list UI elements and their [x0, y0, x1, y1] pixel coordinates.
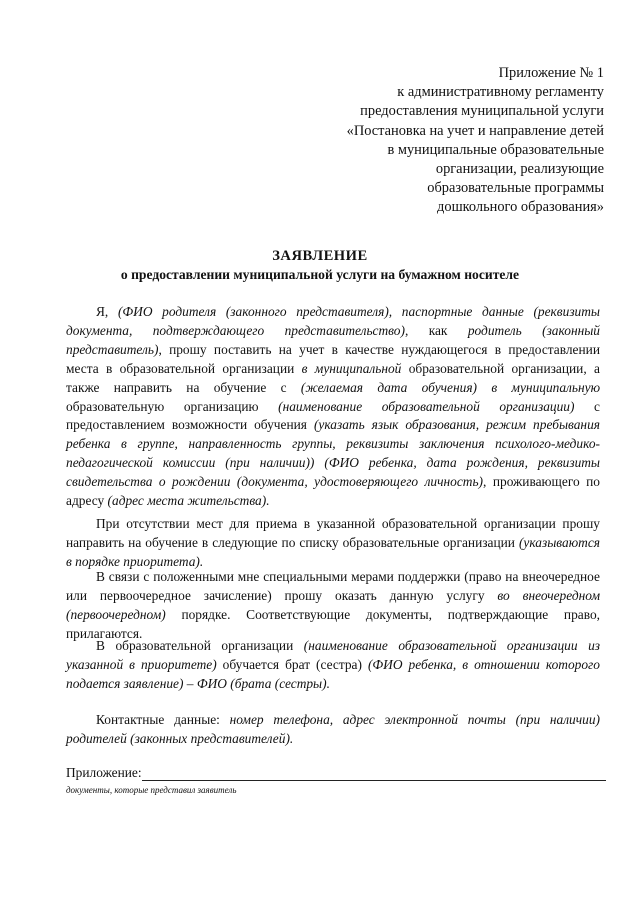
paragraph-no-places [66, 515, 600, 572]
appendix-line: организации, реализующие [435, 161, 604, 178]
text-run: порядке. Соответствующие документы, подтверждающие право, прилагаются. [66, 606, 600, 641]
italic-run: в муниципальной [301, 360, 402, 376]
italic-run: (ФИО ребенка, в отношении которого подается заявление) – ФИО (брата (сестры). [66, 656, 600, 691]
paragraph-special-measures [66, 568, 600, 644]
italic-run: (указать язык образования, режим пребывания ребенка в группе, направленность группы, реквизиты заключения психолого-медико-педагогической комиссии (при наличии)) (ФИО ребенка, дата рождения, реквизиты свидетельства о рождении (документа, удостоверяющего личность) [66, 417, 600, 490]
text-run: , прошу поставить на учет в качестве нуждающегося в предоставлении места в образовательной организации [66, 341, 600, 376]
italic-run: (наименование образовательной организации) [278, 398, 575, 414]
italic-run: (указываются в порядке приоритета). [66, 534, 600, 569]
paragraph-contacts [66, 711, 600, 749]
paragraph-text [66, 303, 600, 511]
italic-run: родитель (законный представитель) [66, 322, 601, 357]
appendix-line: дошкольного образования» [437, 199, 604, 216]
text-run: , как [404, 322, 468, 338]
attachment-label: Приложение: [66, 765, 142, 780]
italic-run: (адрес места жительства). [107, 493, 270, 509]
text-run: При отсутствии мест для приема в указанной образовательной организации прошу направить на обучение в следующие по списку образовательные организации [66, 516, 600, 550]
text-run: Я, [96, 304, 118, 319]
paragraph-application [66, 303, 600, 511]
appendix-line: предоставления муниципальной услуги [360, 103, 604, 120]
attachment-row [66, 765, 606, 785]
paragraph-text [66, 711, 600, 749]
paragraph-text [66, 568, 600, 644]
appendix-line: «Постановка на учет и направление детей [346, 122, 604, 139]
appendix-line: в муниципальные образовательные [387, 141, 604, 158]
appendix-line: Приложение № 1 [498, 65, 604, 81]
italic-run: во внеочередном (первоочередном) [66, 587, 600, 622]
text-run: с предоставлением возможности обучения [66, 398, 600, 433]
document-title: ЗАЯВЛЕНИЕ [272, 248, 368, 264]
italic-run: (наименование образовательной организации из указанной в приоритете) [66, 638, 600, 672]
document-subtitle: о предоставлении муниципальной услуги на бумажном носителе [120, 267, 520, 282]
text-run: В связи с положенными мне специальными мерами поддержки (право на внеочередное или первоочередное зачисление) прошу оказать данную услугу [66, 569, 600, 603]
text-run: образовательной организации, а также направить на обучение с [66, 360, 600, 395]
text-run: обучается брат (сестра) [216, 656, 368, 672]
appendix-line: образовательные программы [427, 180, 604, 197]
attachment-note: документы, которые представил заявитель [66, 785, 237, 795]
paragraph-sibling [66, 637, 600, 694]
text-run: В образовательной организации [96, 638, 304, 653]
attachment-fill-line[interactable] [142, 780, 606, 781]
paragraph-text [66, 637, 600, 694]
italic-run: номер телефона, адрес электронной почты (при наличии) родителей (законных представителей). [66, 712, 600, 746]
paragraph-text [66, 515, 600, 572]
text-run: образовательную организацию [66, 398, 279, 414]
text-run: , проживающего по адресу [66, 474, 600, 509]
appendix-header [347, 64, 604, 218]
appendix-line: к административному регламенту [397, 84, 604, 101]
text-run: Контактные данные: [96, 712, 230, 727]
italic-run: (желаемая дата обучения) в муниципальную [300, 379, 601, 395]
italic-run: (ФИО родителя (законного представителя), паспортные данные (реквизиты документа, подтверждающего представительство) [66, 304, 600, 338]
